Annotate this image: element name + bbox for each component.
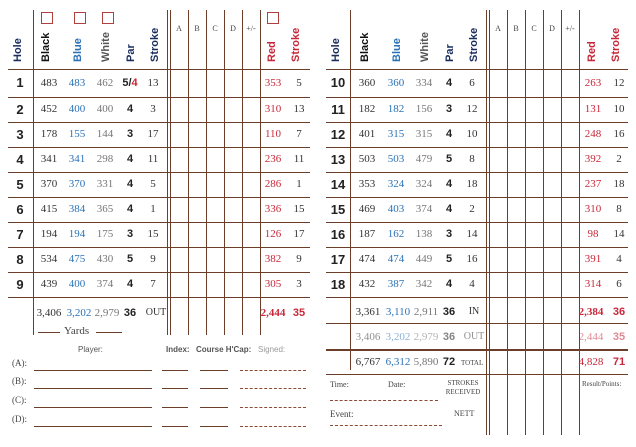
header-b-back: B [513,24,519,33]
header-par: Par [125,44,137,62]
header-red: Red [266,41,278,62]
header-blue: Blue [72,38,84,62]
header-c-back: C [531,24,537,33]
header-d-back: D [549,24,555,33]
header-par-back: Par [444,44,456,62]
back-nine-card: Hole Black Blue White Par Stroke A B C D +/- Red Stroke 10 360 360 334 4 6 263 12 11 182 182 156 3 12 131 10 12 401 315 315 4 10 248 16 13 503 503 479 5 8 392 2 14 353 324 324 4 18 237 18 15 469 403 374 4 2 310 8 16 187 162 138 3 14 98 14 17 474 474 449 5 16 391 4 18 432 387 342 4 4 314 6 3,361 3,110 2,911 36 IN 2,384 36 3,406 3,202 2,979 36 OUT 2,444 35 6,767 6,312 5,890 72 TOTAL 4,828 71 Time: Date: STROKES RECEIVED Result/Points: Event: NETT [318,0,636,447]
nett-label: NETT [454,409,475,418]
header-c: C [212,24,218,33]
blue-tee-checkbox[interactable] [74,12,86,24]
signed-label: Signed: [258,345,286,354]
result-points-label: Result/Points: [582,380,622,388]
player-label: Player: [78,345,103,354]
red-tee-checkbox[interactable] [267,12,279,24]
header-d: D [230,24,236,33]
header-red-stroke-back: Stroke [610,27,622,62]
header-plusminus-back: +/- [565,24,575,33]
header-b: B [194,24,200,33]
event-field[interactable] [330,425,442,426]
white-tee-checkbox[interactable] [102,12,114,24]
header-red-stroke: Stroke [290,27,302,62]
header-stroke-back: Stroke [468,27,480,62]
date-label: Date: [388,380,406,389]
header-hole-back: Hole [330,38,342,62]
yards-label: Yards [64,325,90,337]
index-label: Index: [166,345,190,354]
front-nine-card: Hole Black Blue White Par Stroke A B C D +/- Red Stroke 1 483 483 462 5/4 13 353 5 2 452 400 400 4 3 310 13 3 178 155 144 3 17 110 7 4 341 341 298 4 11 236 11 5 370 370 331 4 5 286 1 6 415 384 365 4 1 336 15 7 194 194 175 3 15 126 17 8 534 475 430 5 9 382 9 9 439 400 374 4 7 305 3 3,406 3,202 2,979 36 OUT 2,444 35 Yards Player: Index: Course H'Cap: Signed: (A): (B): (C): (D): [0,0,318,447]
header-white-back: White [419,32,431,62]
header-black-back: Black [359,32,371,62]
course-hcap-label: Course H'Cap: [196,345,252,354]
time-label: Time: [330,380,349,389]
date-field[interactable] [388,400,438,401]
header-red-back: Red [586,41,598,62]
header-black: Black [40,32,52,62]
header-white: White [100,32,112,62]
header-a-back: A [495,24,501,33]
header-hole: Hole [12,38,24,62]
header-blue-back: Blue [391,38,403,62]
header-plusminus: +/- [246,24,256,33]
header-a: A [176,24,182,33]
time-field[interactable] [330,400,386,401]
event-label: Event: [330,409,354,419]
header-stroke: Stroke [149,27,161,62]
strokes-received-label: STROKES RECEIVED [445,379,481,396]
black-tee-checkbox[interactable] [41,12,53,24]
